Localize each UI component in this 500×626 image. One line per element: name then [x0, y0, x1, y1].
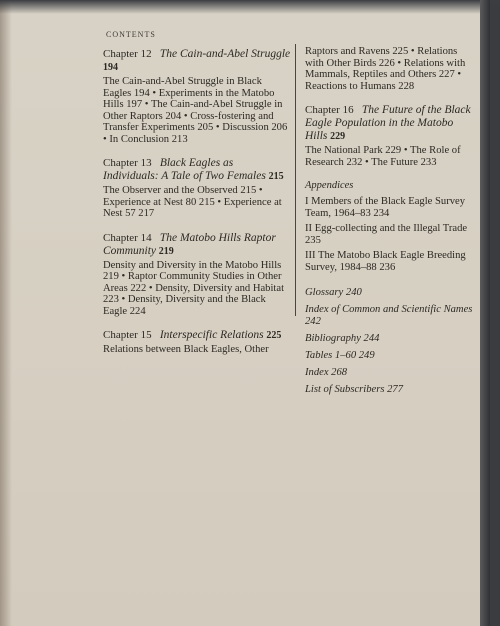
- back-matter-item: List of Subscribers 277: [305, 384, 404, 395]
- appendix-item: I Members of the Black Eagle Survey Team, 1964–83 234: [305, 196, 466, 219]
- right-column: [305, 46, 475, 401]
- chapter-number: Chapter 14: [103, 231, 152, 244]
- chapter-sections: The National Park 229 • The Role of Research 232 • The Future 233: [305, 145, 461, 168]
- chapter-page: 229: [330, 131, 346, 142]
- chapter-title: Black Eagles as Individuals: A Tale of Two Females: [103, 157, 266, 182]
- chapter-number: Chapter 16: [305, 104, 354, 116]
- chapter-number: Chapter 12: [103, 48, 152, 60]
- toc-entry-chapter-16: [305, 104, 475, 168]
- book-cover-edge: [480, 0, 490, 626]
- chapter-page: 215: [268, 171, 284, 182]
- toc-entry-chapter-13: [103, 157, 291, 220]
- column-divider: [295, 44, 296, 316]
- chapter-sections: Relations between Black Eagles, Other: [103, 344, 269, 355]
- back-matter-item: Glossary 240: [305, 287, 362, 298]
- chapter-number: Chapter 13: [103, 157, 152, 169]
- chapter-page: 219: [158, 245, 174, 257]
- chapter-title: Interspecific Relations: [159, 329, 264, 341]
- page-top-edge: [0, 0, 500, 14]
- chapter-title: The Cain-and-Abel Struggle: [159, 48, 291, 60]
- chapter-title: The Matobo Hills Raptor Community: [103, 231, 276, 257]
- appendix-item: II Egg-collecting and the Illegal Trade 235: [305, 223, 468, 246]
- chapter-number: Chapter 15: [103, 329, 152, 341]
- chapter-title: The Future of the Black Eagle Population in the Matobo Hills: [305, 104, 471, 142]
- chapter-sections: The Observer and the Observed 215 • Experience at Nest 80 215 • Experience at Nest 57 217: [103, 185, 282, 219]
- left-column: [103, 48, 291, 368]
- chapter-sections: Density and Diversity in the Matobo Hills 219 • Raptor Community Studies in Other Areas 222 • Density, Diversity and Habitat 223 • Density, Diversity and the Black Eagle 224: [103, 259, 285, 317]
- chapter-sections: The Cain-and-Abel Struggle in Black Eagles 194 • Experiments in the Matobo Hills 197 • The Cain-and-Abel Struggle in Other Raptors 204 • Cross-fostering and Transfer Experiments 205 • Discussion 206 • In Conclusion 213: [103, 76, 288, 145]
- toc-entry-chapter-15: [103, 329, 291, 356]
- appendix-item: III The Matobo Black Eagle Breeding Survey, 1984–88 236: [305, 250, 466, 273]
- appendices-heading: Appendices: [305, 180, 354, 191]
- page-gutter-shadow: [0, 0, 12, 626]
- back-matter-item: Bibliography 244: [305, 333, 380, 344]
- toc-entry-chapter-12: [103, 48, 291, 145]
- chapter-page: 225: [266, 330, 282, 341]
- back-matter-item: Tables 1–60 249: [305, 350, 375, 361]
- chapter-15-continuation: Raptors and Ravens 225 • Relations with Other Birds 226 • Relations with Mammals, Reptiles and Others 227 • Reactions to Humans 228: [305, 46, 466, 92]
- chapter-page: 194: [103, 62, 118, 73]
- toc-entry-chapter-14: [103, 232, 291, 318]
- running-head: CONTENTS: [106, 30, 156, 39]
- back-matter-item: Index of Common and Scientific Names 242: [305, 304, 473, 327]
- back-matter-item: Index 268: [305, 367, 348, 378]
